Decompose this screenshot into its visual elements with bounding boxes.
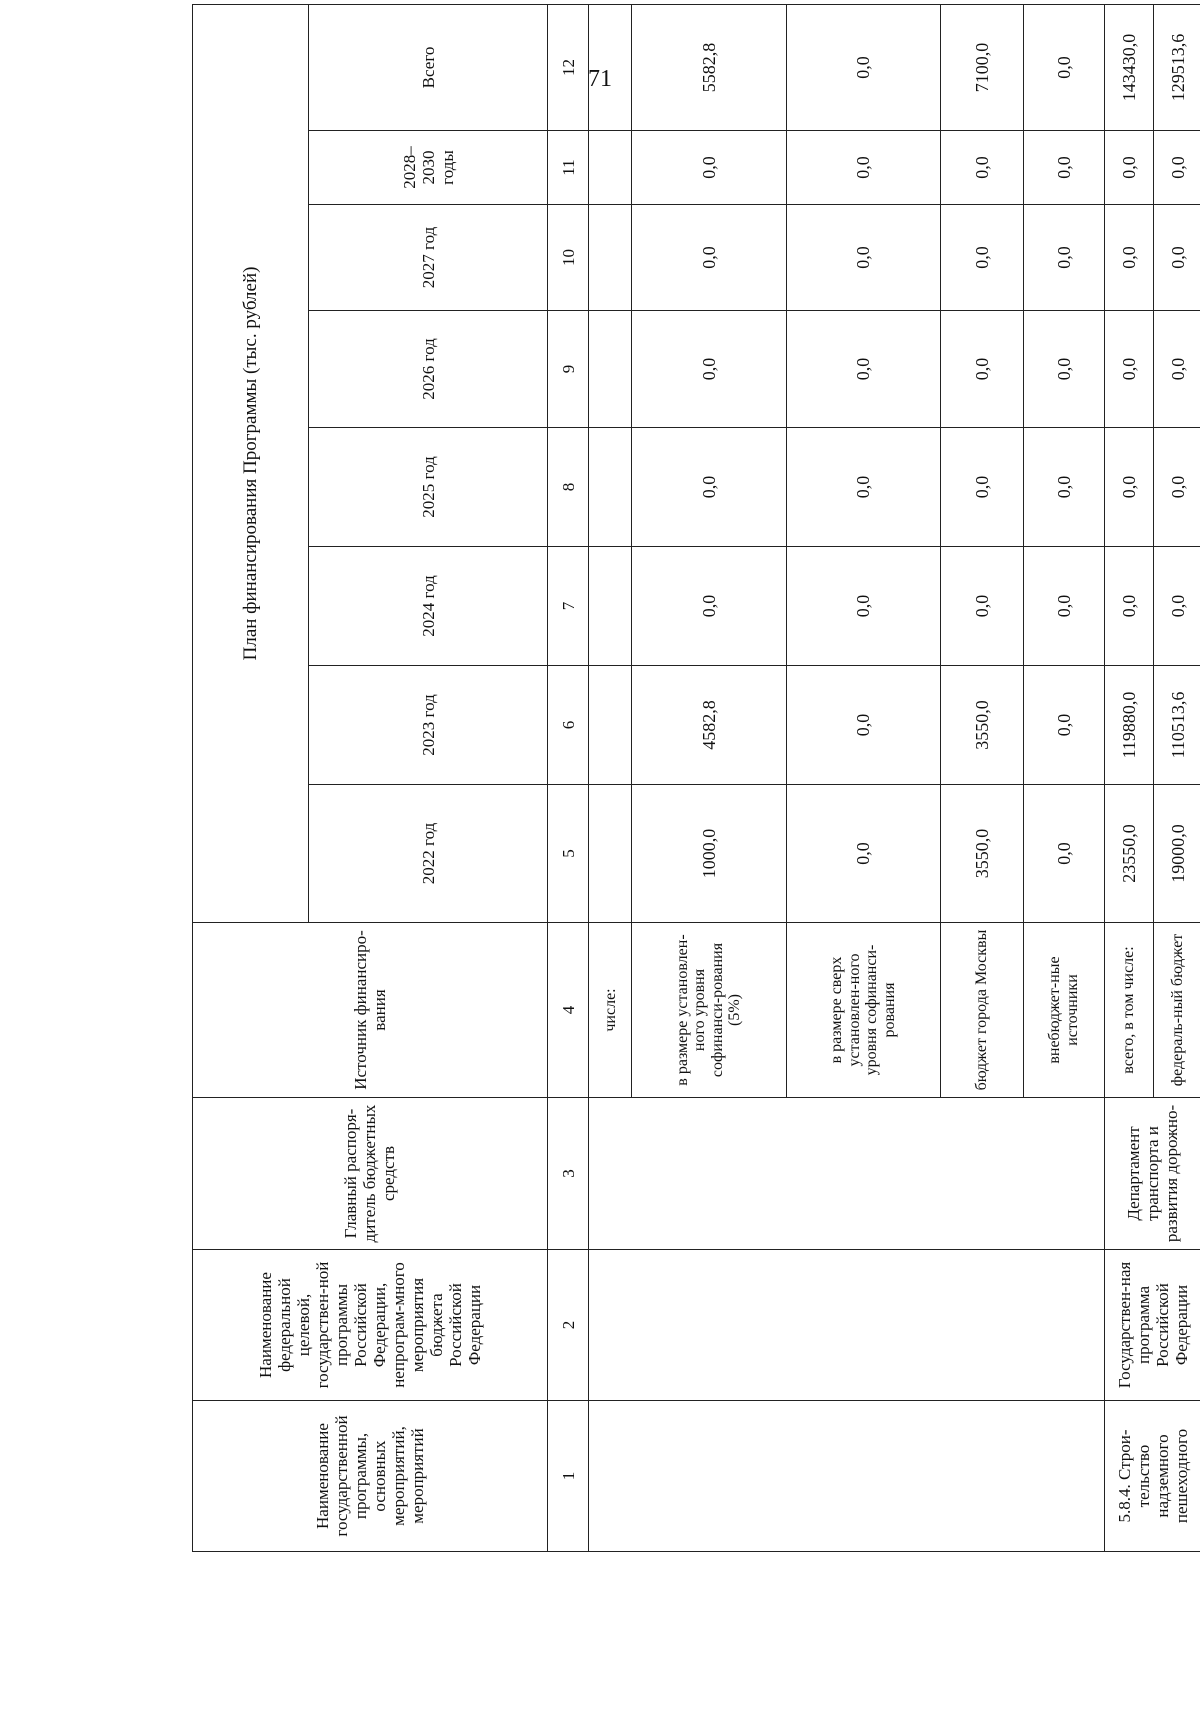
- value-cell: 5582,8: [632, 4, 786, 130]
- header-total: Всего: [309, 4, 548, 130]
- value-cell: 0,0: [632, 311, 786, 428]
- value-cell: [589, 205, 632, 311]
- value-cell: 0,0: [1023, 131, 1104, 205]
- value-cell: 0,0: [786, 4, 940, 130]
- value-cell: 0,0: [1023, 785, 1104, 923]
- value-cell: 0,0: [940, 428, 1023, 547]
- value-cell: 23550,0: [1104, 785, 1154, 923]
- source-cell: в размере сверх установлен-ного уровня софинанси-рования: [786, 923, 940, 1098]
- value-cell: 119880,0: [1104, 666, 1154, 785]
- continued-manager-cell: [589, 1098, 1104, 1250]
- header-year-2023: 2023 год: [309, 666, 548, 785]
- continued-federal-program-cell: [589, 1250, 1104, 1401]
- value-cell: 0,0: [632, 428, 786, 547]
- column-number: 1: [547, 1401, 589, 1552]
- column-number: 2: [547, 1250, 589, 1401]
- value-cell: 110513,6: [1154, 666, 1200, 785]
- value-cell: 7100,0: [940, 4, 1023, 130]
- source-cell: внебюджет-ные источники: [1023, 923, 1104, 1098]
- value-cell: [589, 547, 632, 666]
- value-cell: 0,0: [1023, 4, 1104, 130]
- value-cell: 0,0: [632, 547, 786, 666]
- value-cell: [589, 666, 632, 785]
- value-cell: 0,0: [786, 205, 940, 311]
- header-year-2024: 2024 год: [309, 547, 548, 666]
- source-cell: бюджет города Москвы: [940, 923, 1023, 1098]
- column-number: 5: [547, 785, 589, 923]
- value-cell: [589, 4, 632, 130]
- value-cell: 0,0: [940, 311, 1023, 428]
- value-cell: 143430,0: [1104, 4, 1154, 130]
- value-cell: 0,0: [632, 205, 786, 311]
- value-cell: [589, 785, 632, 923]
- header-budget-manager: Главный распоря-дитель бюджетных средств: [193, 1098, 548, 1250]
- column-number: 10: [547, 205, 589, 311]
- source-cell: федераль-ный бюджет: [1154, 923, 1200, 1098]
- column-number: 8: [547, 428, 589, 547]
- item-5-8-4-manager: Департамент транспорта и развития дорожно-: [1104, 1098, 1200, 1250]
- column-number: 11: [547, 131, 589, 205]
- header-funding-source: Источник финансиро-вания: [193, 923, 548, 1098]
- header-federal-program: Наименование федеральной целевой, государствен-ной программы Российской Федерации, непрограм-много мероприятия бюджета Российской Федерации: [193, 1250, 548, 1401]
- value-cell: 0,0: [940, 547, 1023, 666]
- value-cell: 0,0: [786, 666, 940, 785]
- column-number: 3: [547, 1098, 589, 1250]
- header-year-2026: 2026 год: [309, 311, 548, 428]
- value-cell: 0,0: [1154, 547, 1200, 666]
- value-cell: 1000,0: [632, 785, 786, 923]
- header-years-2028-2030: 2028–2030 годы: [309, 131, 548, 205]
- column-number: 12: [547, 4, 589, 130]
- value-cell: 0,0: [786, 547, 940, 666]
- value-cell: 0,0: [632, 131, 786, 205]
- value-cell: 0,0: [1104, 205, 1154, 311]
- table-row: [1104, 4, 1154, 1551]
- value-cell: 4582,8: [632, 666, 786, 785]
- value-cell: 0,0: [1023, 428, 1104, 547]
- column-number: 7: [547, 547, 589, 666]
- value-cell: 0,0: [786, 785, 940, 923]
- column-number: 6: [547, 666, 589, 785]
- source-cell: числе:: [589, 923, 632, 1098]
- header-year-2027: 2027 год: [309, 205, 548, 311]
- value-cell: 0,0: [1023, 205, 1104, 311]
- table-row: [589, 4, 632, 1551]
- financing-table-rotated: [192, 33, 1200, 1552]
- value-cell: [589, 428, 632, 547]
- value-cell: 0,0: [786, 131, 940, 205]
- value-cell: [589, 311, 632, 428]
- page-number: 71: [588, 66, 612, 92]
- value-cell: 0,0: [1154, 205, 1200, 311]
- value-cell: 0,0: [1023, 666, 1104, 785]
- value-cell: 0,0: [1154, 311, 1200, 428]
- value-cell: 0,0: [1104, 428, 1154, 547]
- value-cell: 3550,0: [940, 785, 1023, 923]
- source-cell: в размере установлен-ного уровня софинанси-рования (5%): [632, 923, 786, 1098]
- header-program-name: Наименование государственной программы, основных мероприятий, мероприятий: [193, 1401, 548, 1552]
- value-cell: 0,0: [1104, 311, 1154, 428]
- value-cell: 0,0: [940, 205, 1023, 311]
- value-cell: 129513,6: [1154, 4, 1200, 130]
- value-cell: 0,0: [1154, 131, 1200, 205]
- value-cell: 0,0: [1104, 131, 1154, 205]
- value-cell: 0,0: [1023, 547, 1104, 666]
- value-cell: 0,0: [940, 131, 1023, 205]
- header-year-2025: 2025 год: [309, 428, 548, 547]
- column-number: 4: [547, 923, 589, 1098]
- financing-plan-table: [192, 4, 1200, 1552]
- value-cell: 19000,0: [1154, 785, 1200, 923]
- value-cell: 0,0: [786, 428, 940, 547]
- continued-program-cell: [589, 1401, 1104, 1552]
- column-number: 9: [547, 311, 589, 428]
- value-cell: 0,0: [1023, 311, 1104, 428]
- value-cell: [589, 131, 632, 205]
- value-cell: 0,0: [1104, 547, 1154, 666]
- value-cell: 0,0: [1154, 428, 1200, 547]
- header-year-2022: 2022 год: [309, 785, 548, 923]
- value-cell: 3550,0: [940, 666, 1023, 785]
- source-cell: всего, в том числе:: [1104, 923, 1154, 1098]
- header-plan-title: План финансирования Программы (тыс. рублей): [193, 4, 309, 922]
- item-5-8-4-name: 5.8.4. Строи-тельство надземного пешеходного: [1104, 1401, 1200, 1552]
- item-5-8-4-program: Государствен-ная программа Российской Федерации: [1104, 1250, 1200, 1401]
- value-cell: 0,0: [786, 311, 940, 428]
